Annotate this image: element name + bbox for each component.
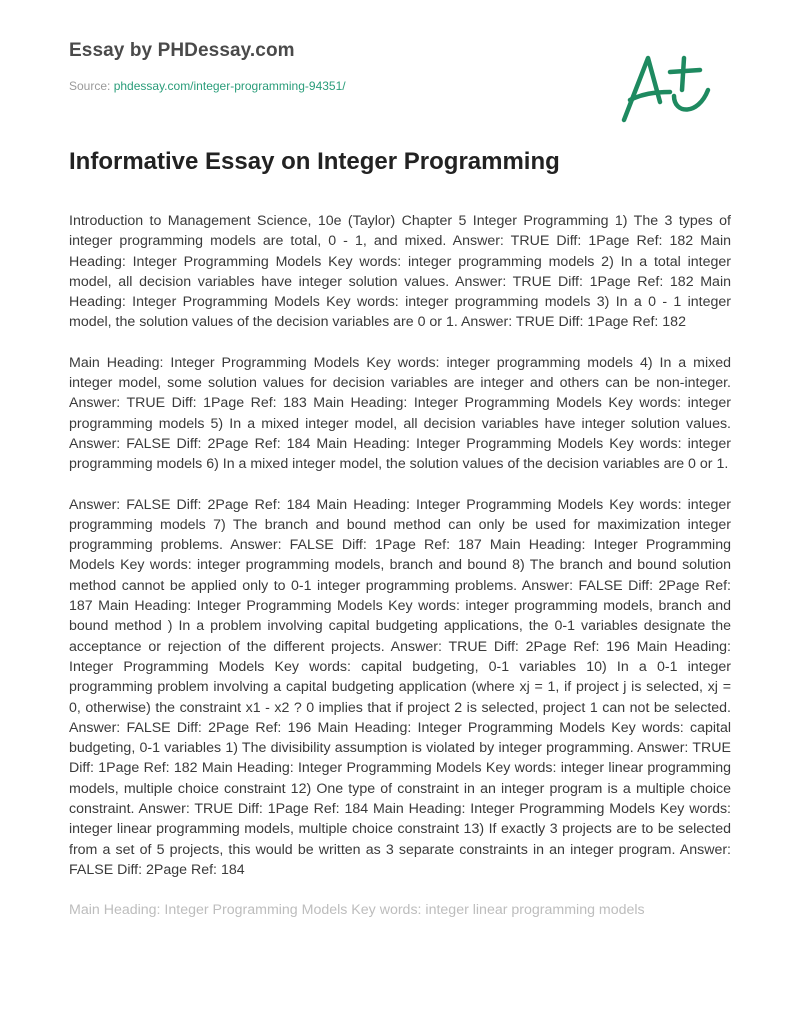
a-plus-logo-icon xyxy=(616,50,728,126)
source-label: Source: xyxy=(69,79,114,93)
source-link[interactable]: phdessay.com/integer-programming-94351/ xyxy=(113,79,346,93)
site-brand[interactable]: Essay by PHDessay.com xyxy=(69,40,295,61)
article-body xyxy=(69,211,731,941)
paragraph-3: Answer: FALSE Diff: 2Page Ref: 184 Main Heading: Integer Programming Models Key words: integer programming models 7) The branch and bound method can only be used for maximization integer programming problems. Answer: FALSE Diff: 1Page Ref: 187 Main Heading: Integer Programming Models Key words: integer programming models, branch and bound 8) The branch and bound solution method cannot be applied only to 0-1 integer programming problems. Answer: FALSE Diff: 2Page Ref: 187 Main Heading: Integer Programming Models Key words: integer programming models, branch and bound method ) In a problem involving capital budgeting applications, the 0-1 variables designate the acceptance or rejection of the different projects. Answer: TRUE Diff: 2Page Ref: 196 Main Heading: Integer Programming Models Key words: capital budgeting, 0-1 variables 10) In a 0-1 integer programming problem involving a capital budgeting application (where xj = 1, if project j is selected, xj = 0, otherwise) the constraint x1 - x2 ? 0 implies that if project 2 is selected, project 1 can not be selected. Answer: FALSE Diff: 2Page Ref: 196 Main Heading: Integer Programming Models Key words: capital budgeting, 0-1 variables 1) The divisibility assumption is violated by integer programming. Answer: TRUE Diff: 1Page Ref: 182 Main Heading: Integer Programming Models Key words: integer linear programming models, multiple choice constraint 12) One type of constraint in an integer program is a multiple choice constraint. Answer: TRUE Diff: 1Page Ref: 184 Main Heading: Integer Programming Models Key words: integer linear programming models, multiple choice constraint 13) If exactly 3 projects are to be selected from a set of 5 projects, this would be written as 3 separate constraints in an integer program. Answer: FALSE Diff: 2Page Ref: 184 xyxy=(69,496,731,878)
paragraph-1: Introduction to Management Science, 10e (Taylor) Chapter 5 Integer Programming 1) The 3 types of integer programming models are total, 0 - 1, and mixed. Answer: TRUE Diff: 1Page Ref: 182 Main Heading: Integer Programming Models Key words: integer programming models 2) In a total integer model, all decision variables have integer solution values. Answer: TRUE Diff: 1Page Ref: 182 Main Heading: Integer Programming Models Key words: integer programming models 3) In a 0 - 1 integer model, the solution values of the decision variables are 0 or 1. Answer: TRUE Diff: 1Page Ref: 182 xyxy=(69,213,731,331)
paragraph-2: Main Heading: Integer Programming Models Key words: integer programming models 4) In a mixed integer model, some solution values for decision variables are integer and others can be non-integer. Answer: TRUE Diff: 1Page Ref: 183 Main Heading: Integer Programming Models Key words: integer programming models 5) In a mixed integer model, all decision variables have integer solution values. Answer: FALSE Diff: 2Page Ref: 184 Main Heading: Integer Programming Models Key words: integer programming models 6) In a mixed integer model, the solution values of the decision variables are 0 or 1. xyxy=(69,354,731,473)
source-line xyxy=(69,79,346,93)
content-fade-overlay xyxy=(0,960,800,1014)
article-title: Informative Essay on Integer Programming xyxy=(69,148,560,175)
paragraph-4-faded: Main Heading: Integer Programming Models Key words: integer linear programming models xyxy=(69,902,645,919)
